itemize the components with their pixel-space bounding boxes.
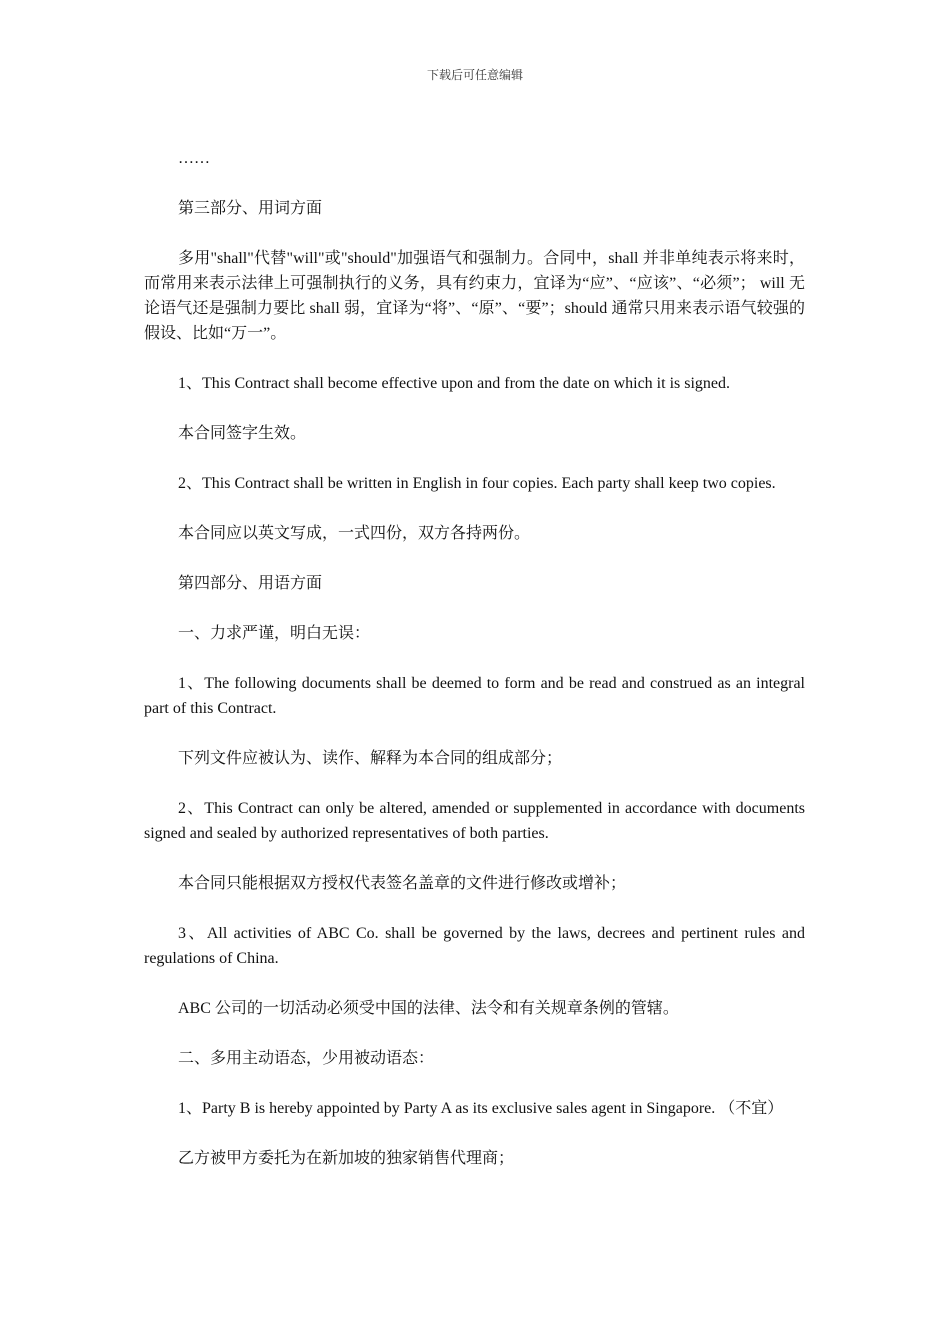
voice-example-1-chinese: 乙方被甲方委托为在新加坡的独家销售代理商； — [178, 1150, 515, 1167]
rigor-example-2-english: 2、This Contract can only be altered, amended or supplemented in accordance with documents signed and sealed by authorized representatives of both parties. — [144, 800, 806, 842]
example-2-english: 2、This Contract shall be written in English in four copies. Each party shall keep two copies. — [178, 475, 776, 492]
rigor-example-1-chinese: 下列文件应被认为、读作、解释为本合同的组成部分； — [178, 750, 563, 767]
section-three-heading: 第三部分、用词方面 — [178, 200, 323, 217]
example-1-chinese: 本合同签字生效。 — [178, 425, 307, 442]
page-header: 下载后可任意编辑 — [426, 68, 523, 82]
ellipsis-paragraph: …… — [178, 150, 210, 167]
section-four-heading: 第四部分、用语方面 — [178, 575, 323, 592]
voice-example-1-english: 1、Party B is hereby appointed by Party A as its exclusive sales agent in Singapore. （不宜） — [178, 1100, 784, 1117]
rigor-example-1-english: 1、The following documents shall be deemed to form and be read and construed as an integral part of this Contract. — [144, 675, 805, 717]
example-2-chinese: 本合同应以英文写成，一式四份，双方各持两份。 — [178, 525, 531, 542]
shall-usage-paragraph: 多用"shall"代替"will"或"should"加强语气和强制力。合同中，shall 并非单纯表示将来时，而常用来表示法律上可强制执行的义务，具有约束力，宜译为“应”、“应该”、“必须”； will 无论语气还是强制力要比 shall 弱，宜译为“将”、“原”、“要”；should 通常只用来表示语气较强的假设、比如“万一”。 — [144, 250, 805, 342]
rigor-example-3-chinese: ABC 公司的一切活动必须受中国的法律、法令和有关规章条例的管辖。 — [178, 1000, 679, 1017]
example-1-english: 1、This Contract shall become effective upon and from the date on which it is signed. — [178, 375, 731, 392]
rigor-example-2-chinese: 本合同只能根据双方授权代表签名盖章的文件进行修改或增补； — [178, 875, 627, 892]
rigor-example-3-english: 3、All activities of ABC Co. shall be governed by the laws, decrees and pertinent rules and regulations of China. — [144, 925, 805, 967]
subsection-one-heading: 一、力求严谨，明白无误： — [178, 625, 371, 642]
subsection-two-heading: 二、多用主动语态，少用被动语态： — [178, 1050, 435, 1067]
document-body — [144, 146, 805, 1196]
